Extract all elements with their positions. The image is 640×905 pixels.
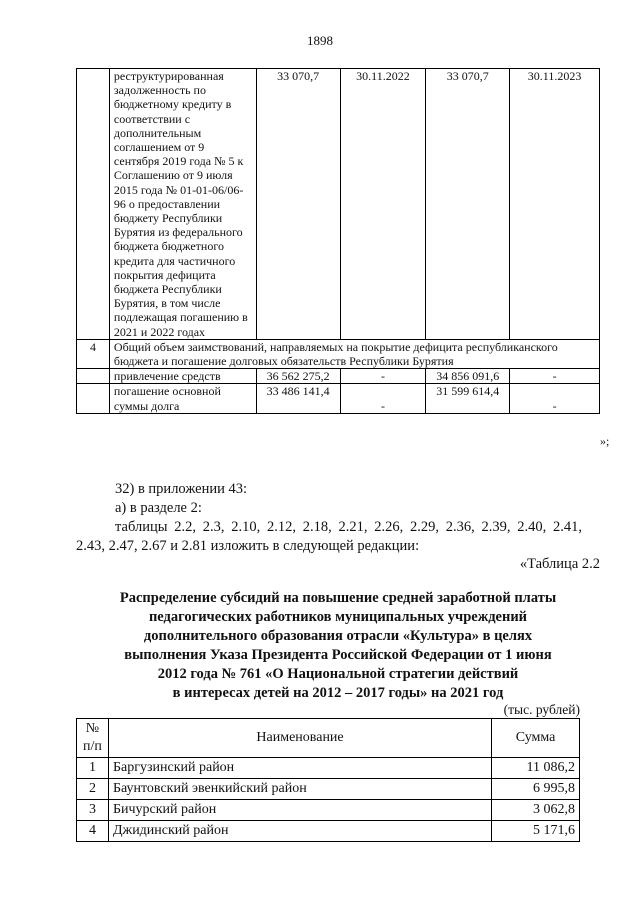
table-row [77,339,600,368]
closing-quote: »; [600,434,610,448]
row-name: Баунтовский эвенкийский район [108,779,491,800]
row-name: Джидинский район [108,821,491,842]
page-number: 1898 [307,33,333,48]
amount-cell: 34 856 091,6 [426,369,510,384]
row-sum: 5 171,6 [492,821,580,842]
table-row [77,69,600,340]
amount-cell: 33 070,7 [426,69,510,340]
amount-cell: 31 599 614,4 [426,384,510,413]
table-row [77,369,600,384]
amount-cell: 36 562 275,2 [256,369,340,384]
table-row [77,384,600,413]
subsidy-table [76,718,580,842]
table-row [77,821,580,842]
row-name: Баргузинский район [108,758,491,779]
paragraph-a: а) в разделе 2: [115,500,202,516]
title-line: педагогических работников муниципальных учреждений [148,609,528,625]
header-sum: Сумма [492,719,580,758]
row-sum: 11 086,2 [492,758,580,779]
row-num: 2 [77,779,109,800]
row-label: привлечение средств [109,369,256,384]
title-line: 2012 года № 761 «О Национальной стратегии действий [157,666,519,682]
paragraph-32: 32) в приложении 43: [115,481,248,497]
row-number-cell [77,384,110,413]
row-number-cell [77,369,110,384]
total-borrowing-text: Общий объем заимствований, направляемых на покрытие дефицита республиканского бюджета и погашение долговых обязательств Республики Бурятия [109,339,599,368]
debt-description: реструктурированная задолженность по бюджетному кредиту в соответствии с дополнительным соглашением от 9 сентября 2019 года № 5 к Соглашению от 9 июля 2015 года № 01-01-06/06-96 о предоставлении бюджету Республики Бурятия из федерального бюджета бюджетного кредита для частичного покрытия дефицита бюджета Республики Бурятия, в том числе подлежащая погашению в 2021 и 2022 годах [109,69,256,340]
table-row [77,758,580,779]
table-title [76,589,600,703]
table-row [77,779,580,800]
title-line: Распределение субсидий на повышение средней заработной платы [119,590,557,606]
paragraph-tables-line2: 2.43, 2.47, 2.67 и 2.81 изложить в следующей редакции: [76,538,420,554]
row-name: Бичурский район [108,800,491,821]
header-num-line: п/п [83,739,102,754]
title-line: дополнительного образования отрасли «Культура» в целях [143,628,533,644]
amount-cell: 33 070,7 [256,69,340,340]
dash-cell: - [340,369,426,384]
row-number-cell: 4 [77,339,110,368]
header-num-line: № [85,721,100,736]
paragraph-tables-line1: таблицы 2.2, 2.3, 2.10, 2.12, 2.18, 2.21, 2.26, 2.29, 2.36, 2.39, 2.40, 2.41, [115,519,582,535]
unit-label: (тыс. рублей) [503,702,580,717]
row-number-cell [77,69,110,340]
title-line: выполнения Указа Президента Российской Федерации от 1 июня [124,647,552,663]
row-sum: 6 995,8 [492,779,580,800]
dash-cell: - [340,384,426,413]
date-cell: 30.11.2023 [510,69,600,340]
row-num: 3 [77,800,109,821]
header-num [77,719,109,758]
table-header [77,719,580,758]
header-name: Наименование [108,719,491,758]
table-row [77,800,580,821]
amount-cell: 33 486 141,4 [256,384,340,413]
dash-cell: - [510,369,600,384]
row-label: погашение основной суммы долга [109,384,256,413]
debt-table [76,68,600,414]
row-num: 4 [77,821,109,842]
date-cell: 30.11.2022 [340,69,426,340]
dash-cell: - [510,384,600,413]
row-num: 1 [77,758,109,779]
table-reference: «Таблица 2.2 [519,556,600,572]
row-sum: 3 062,8 [492,800,580,821]
title-line: в интересах детей на 2012 – 2017 годы» на 2021 год [172,685,504,701]
